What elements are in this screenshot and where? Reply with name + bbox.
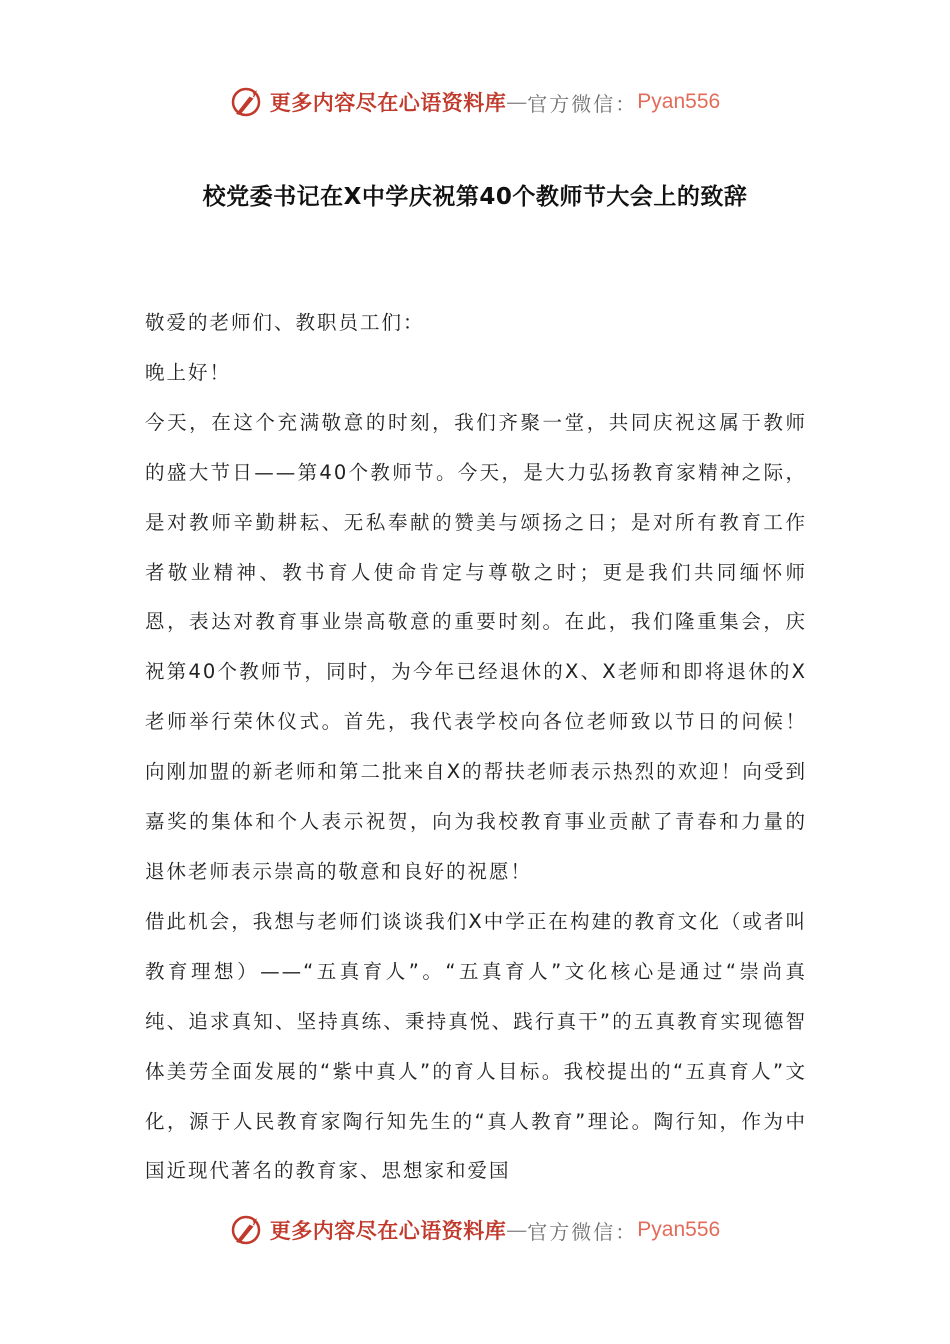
document-body: [145, 298, 807, 1196]
pen-nib-icon: [230, 1212, 266, 1248]
salutation: 敬爱的老师们、教职员工们：: [145, 311, 425, 334]
pen-nib-icon: [230, 84, 266, 120]
document-title: 校党委书记在X中学庆祝第40个教师节大会上的致辞: [202, 184, 748, 210]
footer-watermark: [0, 1210, 950, 1250]
paragraph: 今天，在这个充满敬意的时刻，我们齐聚一堂，共同庆祝这属于教师的盛大节日——第40个教师节。今天，是大力弘扬教育家精神之际，是对教师辛勤耕耘、无私奉献的赞美与颂扬之日；是对所有教育工作者敬业精神、教书育人使命肯定与尊敬之时；更是我们共同缅怀师恩，表达对教育事业崇高敬意的重要时刻。在此，我们隆重集会，庆祝第40个教师节，同时，为今年已经退休的X、X老师和即将退休的X老师举行荣休仪式。首先，我代表学校向各位老师致以节日的问候！向刚加盟的新老师和第二批来自X的帮扶老师表示热烈的欢迎！向受到嘉奖的集体和个人表示祝贺，向为我校教育事业贡献了青春和力量的退休老师表示崇高的敬意和良好的祝愿！: [145, 410, 807, 883]
watermark-official-label: 官方微信：: [527, 1219, 638, 1244]
watermark-wechat-id: Pyan556: [637, 1218, 721, 1241]
watermark-separator: —: [506, 90, 528, 114]
watermark-brand: 更多内容尽在心语资料库: [269, 1218, 507, 1243]
paragraph: 借此机会，我想与老师们谈谈我们X中学正在构建的教育文化（或者叫教育理想）——“五真育人”。“五真育人”文化核心是通过“崇尚真纯、追求真知、坚持真练、秉持真悦、践行真干”的五真教育实现德智体美劳全面发展的“紫中真人”的育人目标。我校提出的“五真育人”文化，源于人民教育家陶行知先生的“真人教育”理论。陶行知，作为中国近现代著名的教育家、思想家和爱国: [145, 909, 807, 1183]
header-watermark: [0, 82, 950, 122]
watermark-separator: —: [506, 1218, 528, 1242]
watermark-official-label: 官方微信：: [527, 91, 638, 116]
watermark-wechat-id: Pyan556: [637, 90, 721, 113]
greeting: 晚上好！: [145, 360, 232, 384]
watermark-brand: 更多内容尽在心语资料库: [269, 90, 507, 115]
